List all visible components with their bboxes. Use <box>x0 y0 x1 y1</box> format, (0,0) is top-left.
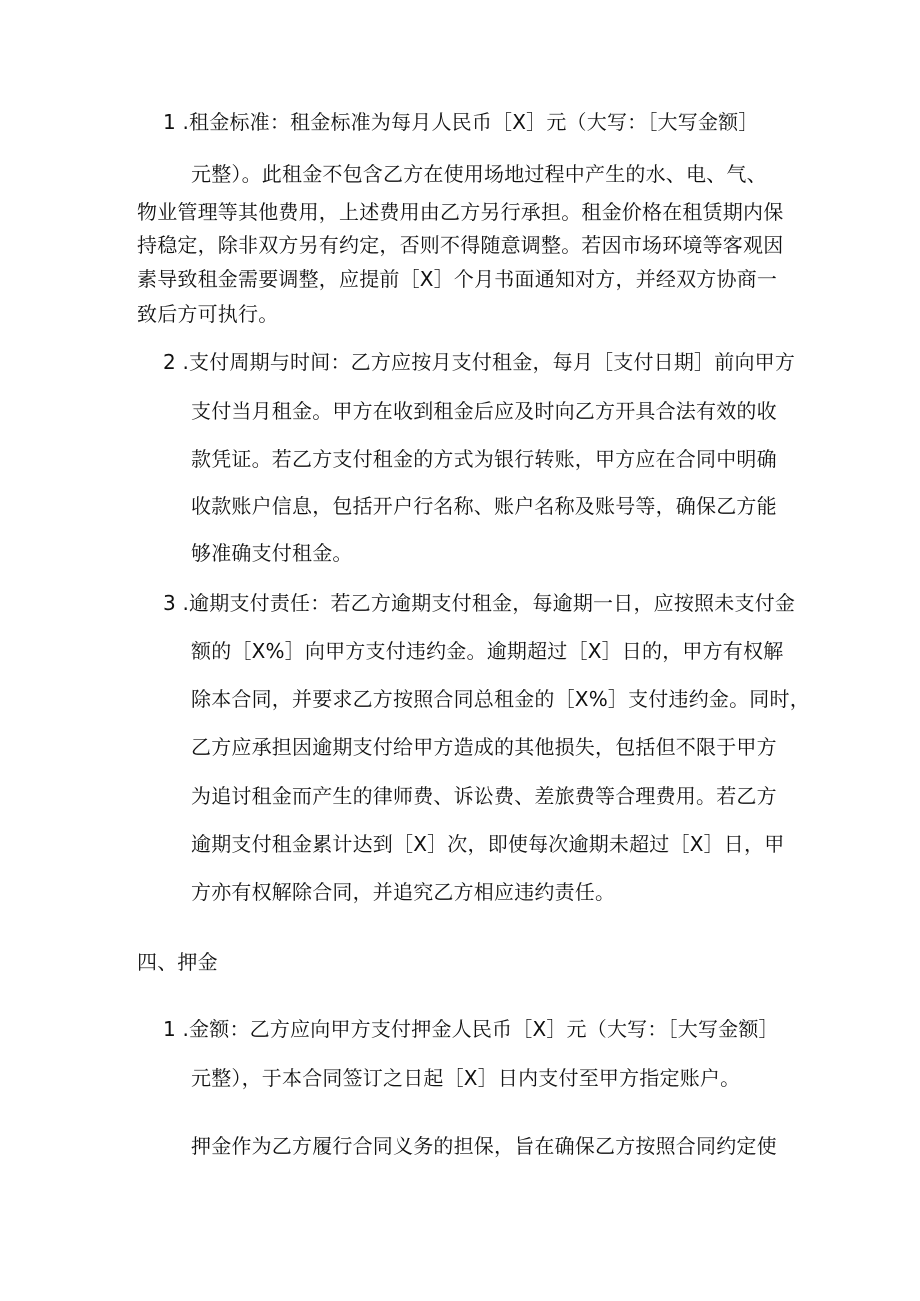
item-text: .金额：乙方应向甲方支付押金人民币［X］元（大写：［大写金额］ <box>182 1017 779 1041</box>
paragraph-line: 押金作为乙方履行合同义务的担保，旨在确保乙方按照合同约定使 <box>191 1134 777 1158</box>
item-line: 支付当月租金。甲方在收到租金后应及时向乙方开具合法有效的收 <box>191 399 777 423</box>
item-line: 元整）。此租金不包含乙方在使用场地过程中产生的水、电、气、 <box>191 162 767 186</box>
item-number: 1 <box>163 110 176 134</box>
item-line: 逾期支付租金累计达到［X］次，即使每次逾期未超过［X］日，甲 <box>191 832 785 856</box>
item-text: .支付周期与时间：乙方应按月支付租金，每月［支付日期］前向甲方 <box>182 350 796 374</box>
item-line: 元整），于本合同签订之日起［X］日内支付至甲方指定账户。 <box>191 1066 741 1090</box>
item-line: 除本合同，并要求乙方按照合同总租金的［X%］支付违约金。同时， <box>191 687 810 711</box>
item-line: 物业管理等其他费用，上述费用由乙方另行承担。租金价格在租赁期内保 <box>137 200 784 224</box>
item-line: 素导致租金需要调整，应提前［X］个月书面通知对方，并经双方协商一 <box>137 267 778 291</box>
item-text: .逾期支付责任：若乙方逾期支付租金，每逾期一日，应按照未支付金 <box>182 591 796 615</box>
item-line <box>163 108 759 136</box>
item-line <box>163 1015 779 1043</box>
item-line: 致后方可执行。 <box>137 302 279 326</box>
item-line: 收款账户信息，包括开户行名称、账户名称及账号等，确保乙方能 <box>191 494 777 518</box>
item-line <box>163 589 795 617</box>
item-number: 2 <box>163 350 176 374</box>
item-line: 额的［X%］向甲方支付违约金。逾期超过［X］日的，甲方有权解 <box>191 639 784 663</box>
item-line: 款凭证。若乙方支付租金的方式为银行转账，甲方应在合同中明确 <box>191 447 777 471</box>
item-line: 持稳定，除非双方另有约定，否则不得随意调整。若因市场环境等客观因 <box>137 233 784 257</box>
section-heading: 四、押金 <box>137 950 218 974</box>
item-number: 3 <box>163 591 176 615</box>
item-number: 1 <box>163 1017 176 1041</box>
item-line: 方亦有权解除合同，并追究乙方相应违约责任。 <box>191 880 616 904</box>
item-text: .租金标准：租金标准为每月人民币［X］元（大写：［大写金额］ <box>182 110 759 134</box>
item-line: 够准确支付租金。 <box>191 541 353 565</box>
item-line: 为追讨租金而产生的律师费、诉讼费、差旅费等合理费用。若乙方 <box>191 784 777 808</box>
item-line <box>163 348 795 376</box>
item-line: 乙方应承担因逾期支付给甲方造成的其他损失，包括但不限于甲方 <box>191 735 777 759</box>
